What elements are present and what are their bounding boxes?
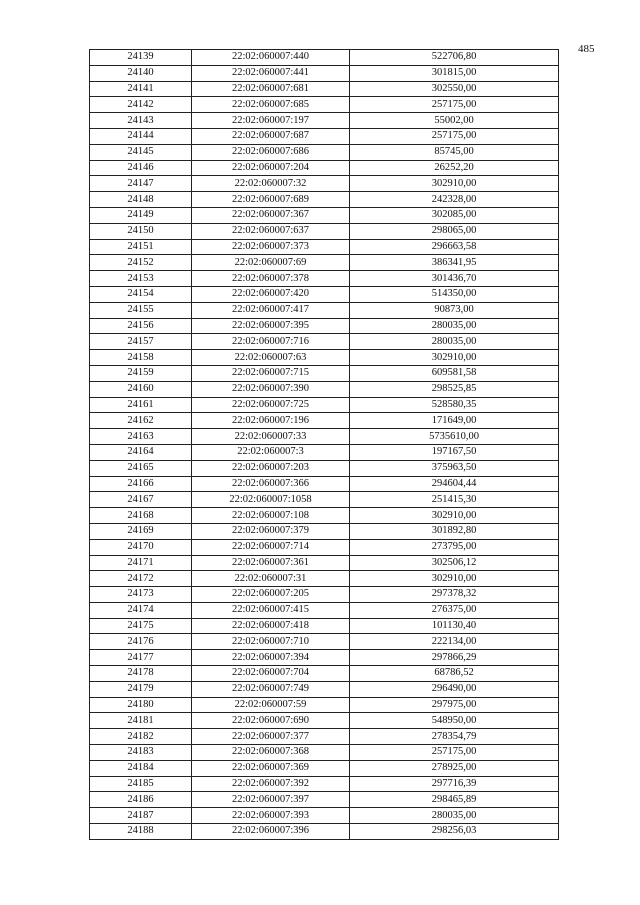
table-row [90, 365, 559, 381]
cadastral-value-cell: 68786,52 [350, 666, 559, 682]
cadastral-value-cell: 85745,00 [350, 144, 559, 160]
cadastral-value-cell: 298256,03 [350, 824, 559, 840]
row-number-cell: 24143 [90, 113, 192, 129]
cadastral-number-cell: 22:02:060007:369 [192, 760, 350, 776]
table-row [90, 602, 559, 618]
cadastral-number-cell: 22:02:060007:3 [192, 444, 350, 460]
cadastral-value-cell: 296490,00 [350, 681, 559, 697]
row-number-cell: 24153 [90, 271, 192, 287]
row-number-cell: 24141 [90, 81, 192, 97]
cadastral-value-cell: 280035,00 [350, 318, 559, 334]
table-row [90, 397, 559, 413]
cadastral-value-cell: 251415,30 [350, 492, 559, 508]
row-number-cell: 24171 [90, 555, 192, 571]
cadastral-value-cell: 26252,20 [350, 160, 559, 176]
row-number-cell: 24174 [90, 602, 192, 618]
row-number-cell: 24175 [90, 618, 192, 634]
table-row [90, 334, 559, 350]
table-row [90, 745, 559, 761]
cadastral-value-cell: 301892,80 [350, 523, 559, 539]
cadastral-value-cell: 302910,00 [350, 350, 559, 366]
row-number-cell: 24156 [90, 318, 192, 334]
table-row [90, 65, 559, 81]
table-row [90, 255, 559, 271]
row-number-cell: 24172 [90, 571, 192, 587]
cadastral-number-cell: 22:02:060007:687 [192, 128, 350, 144]
cadastral-number-cell: 22:02:060007:704 [192, 666, 350, 682]
cadastral-number-cell: 22:02:060007:373 [192, 239, 350, 255]
cadastral-number-cell: 22:02:060007:31 [192, 571, 350, 587]
table-row [90, 286, 559, 302]
row-number-cell: 24151 [90, 239, 192, 255]
cadastral-number-cell: 22:02:060007:368 [192, 745, 350, 761]
cadastral-value-cell: 55002,00 [350, 113, 559, 129]
cadastral-number-cell: 22:02:060007:749 [192, 681, 350, 697]
row-number-cell: 24178 [90, 666, 192, 682]
row-number-cell: 24162 [90, 413, 192, 429]
cadastral-number-cell: 22:02:060007:1058 [192, 492, 350, 508]
cadastral-value-cell: 302506,12 [350, 555, 559, 571]
cadastral-number-cell: 22:02:060007:686 [192, 144, 350, 160]
cadastral-value-cell: 302910,00 [350, 176, 559, 192]
row-number-cell: 24165 [90, 460, 192, 476]
cadastral-value-cell: 297975,00 [350, 697, 559, 713]
table-row [90, 176, 559, 192]
row-number-cell: 24166 [90, 476, 192, 492]
table-row [90, 271, 559, 287]
cadastral-number-cell: 22:02:060007:441 [192, 65, 350, 81]
table-row [90, 444, 559, 460]
cadastral-value-cell: 548950,00 [350, 713, 559, 729]
row-number-cell: 24140 [90, 65, 192, 81]
row-number-cell: 24176 [90, 634, 192, 650]
row-number-cell: 24187 [90, 808, 192, 824]
table-row [90, 729, 559, 745]
row-number-cell: 24157 [90, 334, 192, 350]
cadastral-number-cell: 22:02:060007:69 [192, 255, 350, 271]
row-number-cell: 24183 [90, 745, 192, 761]
cadastral-number-cell: 22:02:060007:366 [192, 476, 350, 492]
cadastral-value-cell: 297716,39 [350, 776, 559, 792]
cadastral-number-cell: 22:02:060007:393 [192, 808, 350, 824]
cadastral-number-cell: 22:02:060007:396 [192, 824, 350, 840]
cadastral-value-cell: 273795,00 [350, 539, 559, 555]
cadastral-value-cell: 297866,29 [350, 650, 559, 666]
table-row [90, 760, 559, 776]
row-number-cell: 24139 [90, 50, 192, 66]
table-row [90, 192, 559, 208]
cadastral-number-cell: 22:02:060007:715 [192, 365, 350, 381]
cadastral-number-cell: 22:02:060007:394 [192, 650, 350, 666]
cadastral-value-cell: 171649,00 [350, 413, 559, 429]
table-row [90, 492, 559, 508]
table-row [90, 697, 559, 713]
table-row [90, 81, 559, 97]
table-row [90, 113, 559, 129]
table-row [90, 634, 559, 650]
cadastral-number-cell: 22:02:060007:418 [192, 618, 350, 634]
cadastral-value-cell: 386341,95 [350, 255, 559, 271]
row-number-cell: 24179 [90, 681, 192, 697]
cadastral-number-cell: 22:02:060007:59 [192, 697, 350, 713]
cadastral-number-cell: 22:02:060007:397 [192, 792, 350, 808]
row-number-cell: 24145 [90, 144, 192, 160]
cadastral-value-cell: 197167,50 [350, 444, 559, 460]
cadastral-value-cell: 257175,00 [350, 97, 559, 113]
cadastral-number-cell: 22:02:060007:377 [192, 729, 350, 745]
cadastral-value-cell: 242328,00 [350, 192, 559, 208]
table-row [90, 587, 559, 603]
cadastral-number-cell: 22:02:060007:63 [192, 350, 350, 366]
cadastral-number-cell: 22:02:060007:33 [192, 429, 350, 445]
row-number-cell: 24185 [90, 776, 192, 792]
row-number-cell: 24144 [90, 128, 192, 144]
cadastral-number-cell: 22:02:060007:689 [192, 192, 350, 208]
cadastral-value-cell: 5735610,00 [350, 429, 559, 445]
cadastral-number-cell: 22:02:060007:392 [192, 776, 350, 792]
cadastral-number-cell: 22:02:060007:361 [192, 555, 350, 571]
row-number-cell: 24188 [90, 824, 192, 840]
page-number: 485 [578, 43, 595, 55]
cadastral-value-cell: 302910,00 [350, 508, 559, 524]
table-row [90, 555, 559, 571]
cadastral-number-cell: 22:02:060007:716 [192, 334, 350, 350]
cadastral-value-cell: 280035,00 [350, 334, 559, 350]
cadastral-number-cell: 22:02:060007:367 [192, 207, 350, 223]
cadastral-value-cell: 301815,00 [350, 65, 559, 81]
cadastral-number-cell: 22:02:060007:197 [192, 113, 350, 129]
table-row [90, 97, 559, 113]
table-row [90, 792, 559, 808]
table-row [90, 539, 559, 555]
cadastral-value-cell: 296663,58 [350, 239, 559, 255]
row-number-cell: 24161 [90, 397, 192, 413]
row-number-cell: 24182 [90, 729, 192, 745]
cadastral-value-cell: 302910,00 [350, 571, 559, 587]
cadastral-value-cell: 298465,89 [350, 792, 559, 808]
table-row [90, 523, 559, 539]
cadastral-value-table [89, 49, 559, 840]
row-number-cell: 24181 [90, 713, 192, 729]
table-row [90, 650, 559, 666]
cadastral-value-cell: 276375,00 [350, 602, 559, 618]
cadastral-number-cell: 22:02:060007:378 [192, 271, 350, 287]
table-row [90, 160, 559, 176]
table-row [90, 128, 559, 144]
cadastral-value-cell: 302550,00 [350, 81, 559, 97]
row-number-cell: 24163 [90, 429, 192, 445]
row-number-cell: 24164 [90, 444, 192, 460]
table-row [90, 571, 559, 587]
cadastral-value-cell: 294604,44 [350, 476, 559, 492]
cadastral-number-cell: 22:02:060007:690 [192, 713, 350, 729]
cadastral-value-cell: 302085,00 [350, 207, 559, 223]
row-number-cell: 24154 [90, 286, 192, 302]
cadastral-value-cell: 280035,00 [350, 808, 559, 824]
row-number-cell: 24160 [90, 381, 192, 397]
cadastral-number-cell: 22:02:060007:203 [192, 460, 350, 476]
cadastral-value-cell: 222134,00 [350, 634, 559, 650]
cadastral-value-cell: 278925,00 [350, 760, 559, 776]
table-row [90, 508, 559, 524]
cadastral-number-cell: 22:02:060007:204 [192, 160, 350, 176]
row-number-cell: 24150 [90, 223, 192, 239]
table-row [90, 476, 559, 492]
cadastral-number-cell: 22:02:060007:196 [192, 413, 350, 429]
row-number-cell: 24180 [90, 697, 192, 713]
cadastral-value-cell: 278354,79 [350, 729, 559, 745]
table-row [90, 207, 559, 223]
cadastral-number-cell: 22:02:060007:420 [192, 286, 350, 302]
cadastral-number-cell: 22:02:060007:681 [192, 81, 350, 97]
row-number-cell: 24146 [90, 160, 192, 176]
row-number-cell: 24149 [90, 207, 192, 223]
cadastral-number-cell: 22:02:060007:637 [192, 223, 350, 239]
row-number-cell: 24147 [90, 176, 192, 192]
table-row [90, 413, 559, 429]
row-number-cell: 24186 [90, 792, 192, 808]
cadastral-number-cell: 22:02:060007:725 [192, 397, 350, 413]
cadastral-value-cell: 514350,00 [350, 286, 559, 302]
table-row [90, 824, 559, 840]
row-number-cell: 24155 [90, 302, 192, 318]
cadastral-number-cell: 22:02:060007:440 [192, 50, 350, 66]
table-row [90, 776, 559, 792]
table-row [90, 223, 559, 239]
row-number-cell: 24173 [90, 587, 192, 603]
table-body [90, 50, 559, 840]
table-row [90, 239, 559, 255]
table-row [90, 381, 559, 397]
table-row [90, 50, 559, 66]
cadastral-number-cell: 22:02:060007:379 [192, 523, 350, 539]
cadastral-value-cell: 298525,85 [350, 381, 559, 397]
cadastral-value-cell: 257175,00 [350, 128, 559, 144]
table-row [90, 666, 559, 682]
table-row [90, 302, 559, 318]
cadastral-number-cell: 22:02:060007:415 [192, 602, 350, 618]
row-number-cell: 24170 [90, 539, 192, 555]
cadastral-number-cell: 22:02:060007:205 [192, 587, 350, 603]
cadastral-value-cell: 609581,58 [350, 365, 559, 381]
cadastral-value-cell: 297378,32 [350, 587, 559, 603]
row-number-cell: 24142 [90, 97, 192, 113]
row-number-cell: 24167 [90, 492, 192, 508]
table-row [90, 144, 559, 160]
row-number-cell: 24159 [90, 365, 192, 381]
row-number-cell: 24184 [90, 760, 192, 776]
cadastral-value-cell: 301436,70 [350, 271, 559, 287]
table-row [90, 460, 559, 476]
cadastral-value-cell: 257175,00 [350, 745, 559, 761]
cadastral-number-cell: 22:02:060007:710 [192, 634, 350, 650]
cadastral-value-cell: 90873,00 [350, 302, 559, 318]
cadastral-number-cell: 22:02:060007:685 [192, 97, 350, 113]
cadastral-value-cell: 528580,35 [350, 397, 559, 413]
table-row [90, 808, 559, 824]
cadastral-number-cell: 22:02:060007:108 [192, 508, 350, 524]
cadastral-number-cell: 22:02:060007:32 [192, 176, 350, 192]
table-row [90, 713, 559, 729]
table-row [90, 429, 559, 445]
table-row [90, 681, 559, 697]
row-number-cell: 24158 [90, 350, 192, 366]
cadastral-number-cell: 22:02:060007:714 [192, 539, 350, 555]
row-number-cell: 24177 [90, 650, 192, 666]
cadastral-number-cell: 22:02:060007:395 [192, 318, 350, 334]
table-row [90, 318, 559, 334]
row-number-cell: 24148 [90, 192, 192, 208]
cadastral-value-cell: 522706,80 [350, 50, 559, 66]
cadastral-number-cell: 22:02:060007:390 [192, 381, 350, 397]
cadastral-number-cell: 22:02:060007:417 [192, 302, 350, 318]
cadastral-value-cell: 298065,00 [350, 223, 559, 239]
row-number-cell: 24168 [90, 508, 192, 524]
row-number-cell: 24152 [90, 255, 192, 271]
cadastral-value-cell: 101130,40 [350, 618, 559, 634]
table-row [90, 350, 559, 366]
cadastral-value-cell: 375963,50 [350, 460, 559, 476]
row-number-cell: 24169 [90, 523, 192, 539]
table-row [90, 618, 559, 634]
